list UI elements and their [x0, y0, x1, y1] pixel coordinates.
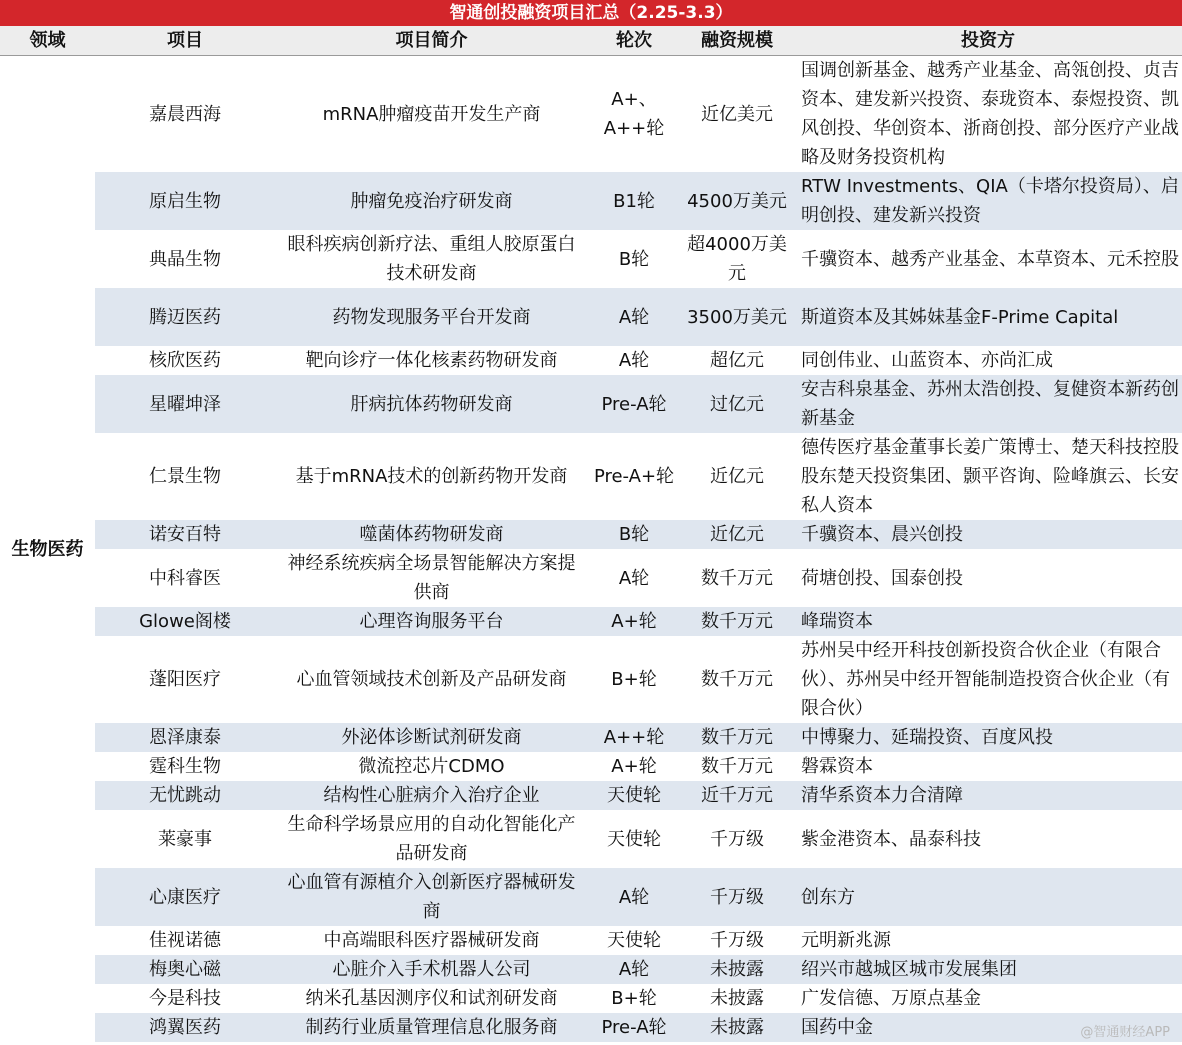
- amount-cell: 近亿元: [710, 466, 764, 487]
- round-cell: 天使轮: [607, 930, 661, 951]
- investors-cell: 创东方: [794, 868, 1182, 926]
- description-cell: 微流控芯片CDMO: [358, 756, 505, 777]
- amount-cell: 过亿元: [680, 375, 794, 433]
- round-cell: B轮: [588, 520, 680, 549]
- description-cell: 心血管领域技术创新及产品研发商: [296, 669, 567, 690]
- description-cell: 肿瘤免疫治疗研发商: [275, 172, 588, 230]
- project-name-cell: 恩泽康泰: [95, 723, 275, 752]
- table-row: [0, 172, 1182, 230]
- project-name-cell: 星曜坤泽: [95, 375, 275, 433]
- header-round: 轮次: [588, 26, 680, 56]
- project-name-cell: 嘉晨西海: [149, 103, 221, 125]
- table-row: [0, 56, 1182, 173]
- description-cell: 神经系统疾病全场景智能解决方案提供商: [287, 553, 576, 603]
- amount-cell: 超亿元: [710, 350, 764, 371]
- table-row: [0, 520, 1182, 549]
- investors-cell: 苏州吴中经开科技创新投资合伙企业（有限合伙）、苏州吴中经开智能制造投资合伙企业（有限合伙）: [801, 640, 1170, 719]
- header-investors: 投资方: [794, 26, 1182, 56]
- header-project: 项目: [95, 26, 275, 56]
- amount-cell: 近千万元: [680, 781, 794, 810]
- description-cell: 肝病抗体药物研发商: [275, 375, 588, 433]
- description-cell: 结构性心脏病介入治疗企业: [275, 781, 588, 810]
- table-row: [0, 549, 1182, 607]
- amount-cell: 近亿元: [680, 520, 794, 549]
- round-cell: B1轮: [588, 172, 680, 230]
- table-row: [0, 607, 1182, 636]
- table-row: [0, 433, 1182, 520]
- project-name-cell: 莱豪事: [158, 828, 212, 850]
- header-amount: 融资规模: [680, 26, 794, 56]
- amount-cell: 千万级: [710, 828, 764, 850]
- amount-cell: 千万级: [680, 868, 794, 926]
- round-cell: A轮: [588, 288, 680, 346]
- project-name-cell: 中科睿医: [149, 567, 221, 589]
- investors-cell: RTW Investments、QIA（卡塔尔投资局）、启明创投、建发新兴投资: [794, 172, 1182, 230]
- description-cell: 制药行业质量管理信息化服务商: [275, 1013, 588, 1042]
- round-cell: A+轮: [611, 756, 657, 777]
- project-name-cell: 诺安百特: [95, 520, 275, 549]
- table-row: [0, 926, 1182, 955]
- project-name-cell: 蓬阳医疗: [149, 669, 221, 690]
- investors-cell: 中博聚力、延瑞投资、百度风投: [794, 723, 1182, 752]
- round-cell: A轮: [588, 955, 680, 984]
- table-row: [0, 636, 1182, 723]
- investors-cell: 千骥资本、晨兴创投: [794, 520, 1182, 549]
- investors-cell: 荷塘创投、国泰创投: [801, 567, 963, 589]
- project-name-cell: Glowe阁楼: [95, 607, 275, 636]
- amount-cell: 4500万美元: [680, 172, 794, 230]
- header-row: [0, 26, 1182, 56]
- round-cell: A轮: [618, 567, 650, 589]
- amount-cell: 未披露: [680, 955, 794, 984]
- project-name-cell: 霆科生物: [149, 756, 221, 777]
- description-cell: 心理咨询服务平台: [275, 607, 588, 636]
- description-cell: 靶向诊疗一体化核素药物研发商: [305, 350, 558, 371]
- amount-cell: 数千万元: [680, 723, 794, 752]
- round-cell: A轮: [588, 868, 680, 926]
- amount-cell: 超4000万美元: [687, 234, 787, 284]
- investors-cell: 德传医疗基金董事长姜广策博士、楚天科技控股股东楚天投资集团、颢平咨询、险峰旗云、长安私人资本: [801, 437, 1179, 516]
- investors-cell: 国药中金: [794, 1013, 1182, 1042]
- round-cell: B+轮: [611, 988, 657, 1009]
- amount-cell: 千万级: [710, 930, 764, 951]
- round-cell: A+轮: [588, 607, 680, 636]
- description-cell: 中高端眼科医疗器械研发商: [323, 930, 540, 951]
- description-cell: 药物发现服务平台开发商: [275, 288, 588, 346]
- project-name-cell: 鸿翼医药: [95, 1013, 275, 1042]
- table-row: [0, 1013, 1182, 1042]
- amount-cell: 近亿美元: [701, 103, 773, 125]
- header-description: 项目简介: [275, 26, 588, 56]
- table-row: [0, 810, 1182, 868]
- round-cell: Pre-A+轮: [593, 466, 675, 487]
- amount-cell: 数千万元: [701, 669, 773, 690]
- description-cell: 生命科学场景应用的自动化智能化产品研发商: [287, 814, 576, 864]
- round-cell: Pre-A轮: [588, 375, 680, 433]
- round-cell: 天使轮: [588, 781, 680, 810]
- investors-cell: 紫金港资本、晶泰科技: [801, 828, 981, 850]
- amount-cell: 3500万美元: [680, 288, 794, 346]
- table-row: [0, 230, 1182, 288]
- project-name-cell: 原启生物: [95, 172, 275, 230]
- table-row: [0, 752, 1182, 781]
- table-row: [0, 288, 1182, 346]
- project-name-cell: 佳视诺德: [149, 930, 221, 951]
- amount-cell: 未披露: [680, 1013, 794, 1042]
- round-cell: Pre-A轮: [588, 1013, 680, 1042]
- table-row: [0, 375, 1182, 433]
- project-name-cell: 腾迈医药: [95, 288, 275, 346]
- description-cell: 纳米孔基因测序仪和试剂研发商: [305, 988, 558, 1009]
- table-row: [0, 346, 1182, 375]
- investors-cell: 清华系资本力合清障: [794, 781, 1182, 810]
- round-cell: A轮: [618, 350, 650, 371]
- round-cell: A+、A++轮: [603, 89, 665, 139]
- description-cell: mRNA肿瘤疫苗开发生产商: [322, 103, 541, 125]
- header-sector: 领域: [0, 26, 95, 56]
- table-body: [0, 56, 1182, 1043]
- investors-cell: 同创伟业、山蓝资本、亦尚汇成: [801, 350, 1053, 371]
- description-cell: 眼科疾病创新疗法、重组人胶原蛋白技术研发商: [287, 234, 576, 284]
- round-cell: B+轮: [611, 669, 657, 690]
- investors-cell: 绍兴市越城区城市发展集团: [794, 955, 1182, 984]
- description-cell: 基于mRNA技术的创新药物开发商: [295, 466, 568, 487]
- round-cell: B轮: [618, 248, 650, 270]
- project-name-cell: 梅奥心磁: [95, 955, 275, 984]
- investors-cell: 安吉科泉基金、苏州太浩创投、复健资本新药创新基金: [794, 375, 1182, 433]
- round-cell: A++轮: [588, 723, 680, 752]
- table-row: [0, 868, 1182, 926]
- table-row: [0, 984, 1182, 1013]
- investors-cell: 峰瑞资本: [794, 607, 1182, 636]
- watermark: @智通财经APP: [1080, 1025, 1170, 1040]
- project-name-cell: 典晶生物: [149, 248, 221, 270]
- investors-cell: 元明新兆源: [801, 930, 891, 951]
- investors-cell: 千骥资本、越秀产业基金、本草资本、元禾控股: [801, 248, 1179, 270]
- round-cell: 天使轮: [607, 828, 661, 850]
- description-cell: 心血管有源植介入创新医疗器械研发商: [275, 868, 588, 926]
- table-row: [0, 781, 1182, 810]
- amount-cell: 数千万元: [701, 567, 773, 589]
- table-title: 智通创投融资项目汇总（2.25-3.3）: [0, 0, 1182, 26]
- amount-cell: 数千万元: [680, 607, 794, 636]
- table-row: [0, 955, 1182, 984]
- amount-cell: 未披露: [710, 988, 764, 1009]
- investors-cell: 斯道资本及其姊妹基金F-Prime Capital: [794, 288, 1182, 346]
- sector-cell: 生物医药: [0, 56, 95, 1043]
- project-name-cell: 核欣医药: [149, 350, 221, 371]
- investors-cell: 国调创新基金、越秀产业基金、高瓴创投、贞吉资本、建发新兴投资、泰珑资本、泰煜投资、凯风创投、华创资本、浙商创投、部分医疗产业战略及财务投资机构: [801, 60, 1179, 168]
- description-cell: 心脏介入手术机器人公司: [275, 955, 588, 984]
- project-name-cell: 仁景生物: [149, 466, 221, 487]
- investors-cell: 磐霖资本: [801, 756, 873, 777]
- project-name-cell: 无忧跳动: [95, 781, 275, 810]
- description-cell: 外泌体诊断试剂研发商: [275, 723, 588, 752]
- project-name-cell: 今是科技: [149, 988, 221, 1009]
- project-name-cell: 心康医疗: [95, 868, 275, 926]
- investors-cell: 广发信德、万原点基金: [801, 988, 981, 1009]
- description-cell: 噬菌体药物研发商: [275, 520, 588, 549]
- amount-cell: 数千万元: [701, 756, 773, 777]
- table-row: [0, 723, 1182, 752]
